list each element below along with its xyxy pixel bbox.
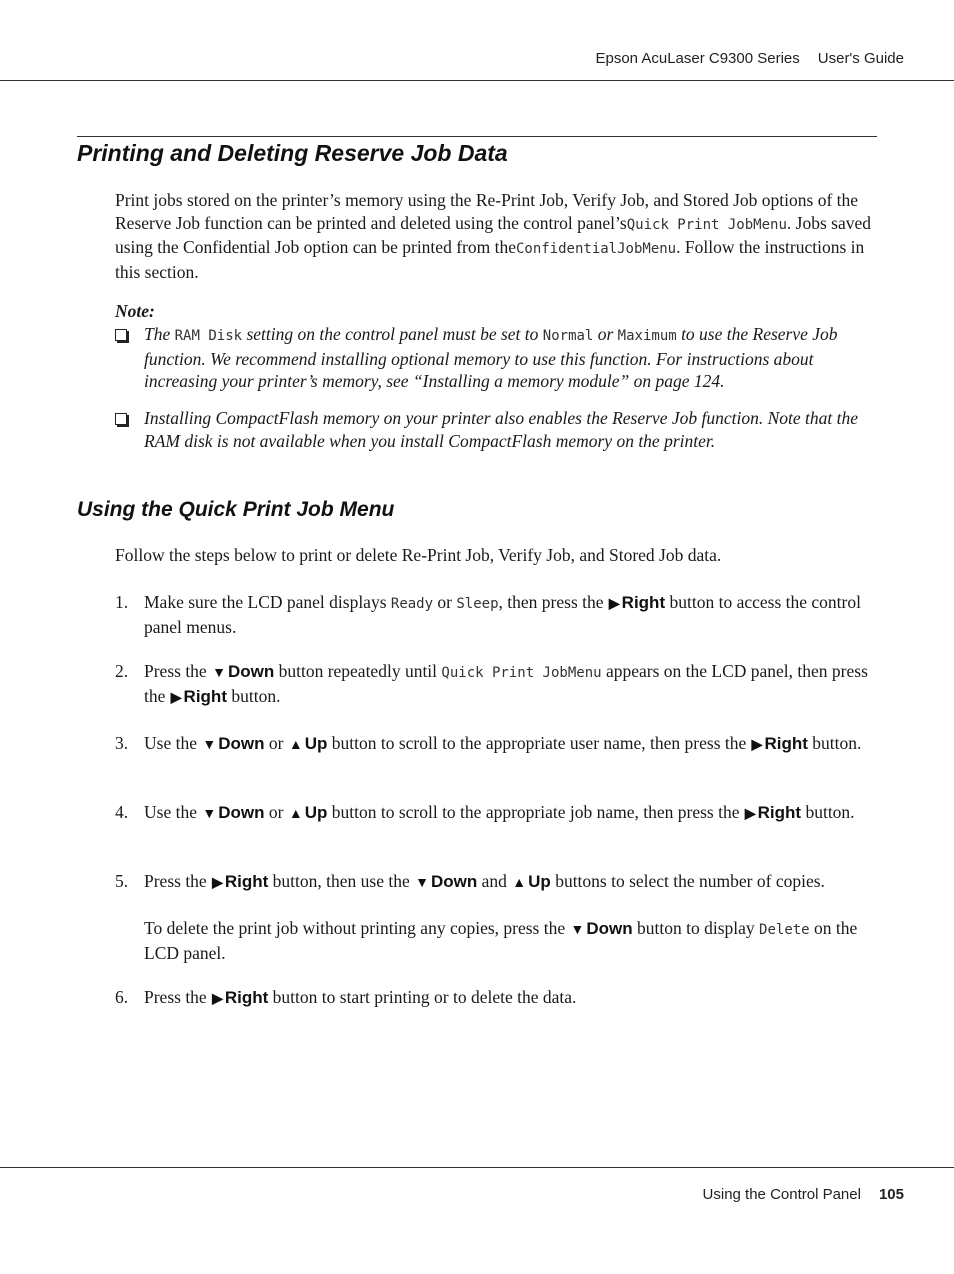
up-arrow-icon: ▲ bbox=[288, 736, 303, 752]
step-4 bbox=[115, 801, 878, 825]
step-number: 3. bbox=[115, 733, 129, 753]
lcd-text: RAM Disk bbox=[174, 328, 243, 344]
down-arrow-icon: ▼ bbox=[202, 805, 217, 821]
text: button to scroll to the appropriate user name, then press the bbox=[331, 733, 747, 753]
intro-paragraph bbox=[115, 189, 878, 283]
footer-section: Using the Control Panel bbox=[702, 1186, 861, 1203]
down-button-label: Down bbox=[227, 662, 275, 681]
right-button-label: Right bbox=[183, 686, 227, 706]
text: button repeatedly until bbox=[278, 661, 438, 681]
down-arrow-icon: ▼ bbox=[202, 736, 217, 752]
text: or bbox=[597, 324, 614, 344]
down-button-label: Down bbox=[586, 919, 633, 938]
text: button to display bbox=[637, 918, 755, 938]
up-button-label: Up bbox=[304, 803, 328, 822]
section-title: Printing and Deleting Reserve Job Data bbox=[77, 140, 508, 166]
text: buttons to select the number of copies. bbox=[555, 871, 825, 891]
up-button-label: Up bbox=[304, 734, 328, 753]
right-button-label: Right bbox=[224, 872, 269, 891]
text: or bbox=[268, 802, 284, 822]
step-1 bbox=[115, 591, 878, 638]
step-2 bbox=[115, 660, 878, 708]
text: Press the bbox=[144, 871, 207, 891]
section-rule bbox=[77, 136, 877, 137]
text: Press the bbox=[144, 987, 207, 1007]
text: setting on the control panel must be set to bbox=[246, 324, 539, 344]
subsection-title: Using the Quick Print Job Menu bbox=[77, 498, 395, 521]
step-number: 5. bbox=[115, 871, 129, 891]
steps-intro: Follow the steps below to print or delete Re-Print Job, Verify Job, and Stored Job data. bbox=[115, 545, 722, 565]
text: Print jobs stored on the printer’s memory using the Re-Print Job, Verify Job, and Stored Job options of the Reserve Job function can be printed and deleted using the control panel’s bbox=[115, 190, 859, 233]
right-arrow-icon: ▶ bbox=[170, 688, 182, 705]
lcd-text: Quick Print JobMenu bbox=[626, 216, 787, 233]
text: button. bbox=[812, 733, 862, 753]
running-header bbox=[595, 50, 904, 67]
header-guide: User's Guide bbox=[817, 50, 904, 67]
lcd-text: Maximum bbox=[617, 328, 677, 344]
header-rule bbox=[0, 80, 954, 81]
text: Use the bbox=[144, 733, 197, 753]
checkbox-bullet-icon bbox=[115, 413, 127, 425]
text: , then press the bbox=[498, 592, 604, 612]
down-arrow-icon: ▼ bbox=[212, 664, 226, 680]
right-arrow-icon: ▶ bbox=[212, 990, 223, 1006]
text: Make sure the LCD panel displays bbox=[144, 592, 387, 612]
text: button to start printing or to delete the data. bbox=[272, 987, 577, 1007]
down-arrow-icon: ▼ bbox=[570, 921, 585, 937]
right-arrow-icon: ▶ bbox=[744, 805, 756, 821]
right-button-label: Right bbox=[757, 803, 802, 822]
down-button-label: Down bbox=[218, 734, 265, 753]
lcd-text: Normal bbox=[542, 328, 594, 344]
down-button-label: Down bbox=[218, 803, 265, 822]
right-arrow-icon: ▶ bbox=[608, 595, 620, 611]
text: button. bbox=[231, 685, 281, 706]
right-button-label: Right bbox=[764, 734, 808, 753]
step-number: 1. bbox=[115, 592, 129, 612]
step-6 bbox=[115, 986, 878, 1010]
text: . Follow the instructions in this section. bbox=[115, 237, 865, 282]
note-item bbox=[115, 323, 878, 393]
footer-rule bbox=[0, 1167, 954, 1168]
text: button, then use the bbox=[272, 871, 410, 891]
step-5-detail bbox=[115, 917, 878, 964]
step-number: 2. bbox=[115, 661, 129, 681]
step-3 bbox=[115, 732, 878, 756]
text: appears on the LCD panel, then press the bbox=[144, 661, 868, 706]
lcd-text: Delete bbox=[759, 922, 810, 938]
text: Installing CompactFlash memory on your printer also enables the Reserve Job function. Note that the RAM disk is not available when you install CompactFlash memory on the printer. bbox=[144, 408, 858, 451]
right-arrow-icon: ▶ bbox=[212, 874, 223, 890]
running-footer bbox=[703, 1186, 904, 1203]
checkbox-bullet-icon bbox=[115, 329, 127, 341]
lcd-text: Sleep bbox=[456, 596, 499, 612]
up-button-label: Up bbox=[528, 872, 551, 891]
text: or bbox=[268, 733, 284, 753]
header-product: Epson AcuLaser C9300 Series bbox=[595, 50, 800, 67]
text: The bbox=[144, 324, 171, 344]
down-arrow-icon: ▼ bbox=[415, 874, 429, 890]
step-number: 4. bbox=[115, 802, 129, 822]
right-button-label: Right bbox=[621, 593, 666, 612]
right-arrow-icon: ▶ bbox=[751, 736, 763, 752]
text: or bbox=[437, 592, 452, 612]
text: to use the Reserve Job function. We recommend installing optional memory to use this function. For instructions about increasing your printer’s memory, see “Installing a memory module” on page 124. bbox=[144, 324, 838, 391]
text: To delete the print job without printing any copies, press the bbox=[144, 918, 566, 938]
text: and bbox=[481, 871, 507, 891]
text: Use the bbox=[144, 802, 197, 822]
note-title: Note: bbox=[115, 301, 155, 321]
down-button-label: Down bbox=[430, 872, 478, 891]
text: . Jobs saved using the Confidential Job option can be printed from the bbox=[115, 212, 871, 257]
text: on the LCD panel. bbox=[144, 918, 858, 963]
note-item bbox=[115, 407, 878, 452]
text: Press the bbox=[144, 661, 207, 681]
up-arrow-icon: ▲ bbox=[512, 874, 527, 890]
lcd-text: Ready bbox=[390, 596, 434, 612]
page-number: 105 bbox=[878, 1186, 904, 1203]
up-arrow-icon: ▲ bbox=[288, 805, 303, 821]
text: button to access the control panel menus. bbox=[144, 592, 861, 637]
text: button. bbox=[805, 802, 855, 822]
lcd-text: Quick Print JobMenu bbox=[441, 665, 602, 681]
step-number: 6. bbox=[115, 987, 129, 1007]
text: button to scroll to the appropriate job name, then press the bbox=[331, 802, 740, 822]
right-button-label: Right bbox=[224, 988, 269, 1007]
step-5 bbox=[115, 870, 878, 894]
lcd-text: ConfidentialJobMenu bbox=[515, 241, 677, 257]
